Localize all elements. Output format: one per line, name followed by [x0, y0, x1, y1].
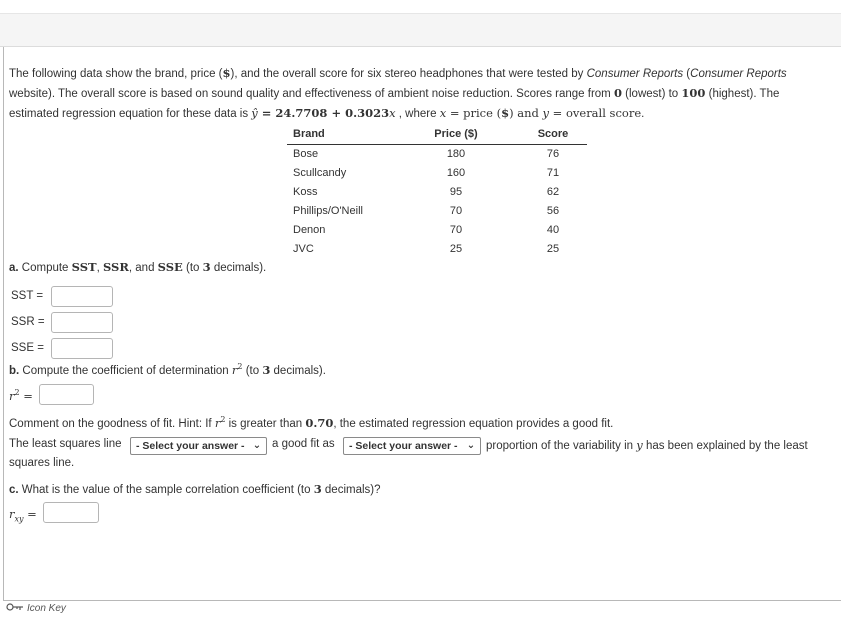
goodness-of-fit-hint: Comment on the goodness of fit. Hint: If $r^2$ is greater than 0.70, the estimated regression equation provides a good fit.	[9, 415, 614, 430]
brand-cell: Bose	[293, 147, 319, 160]
key-icon	[6, 603, 24, 614]
brand-cell: JVC	[293, 242, 314, 255]
table-row	[287, 239, 587, 258]
table-row	[287, 201, 587, 220]
chevron-down-icon: ⌄	[466, 440, 476, 451]
sse-input[interactable]	[51, 338, 113, 359]
chevron-down-icon: ⌄	[252, 440, 262, 451]
table-row	[287, 163, 587, 182]
left-border	[3, 47, 4, 600]
part-c-prompt: c. What is the value of the sample correlation coefficient (to 3 decimals)?	[9, 482, 381, 496]
brand-cell: Phillips/O'Neill	[293, 204, 363, 217]
price-cell: 95	[449, 185, 463, 198]
wrap-text: squares line.	[9, 457, 75, 469]
intro-line-2: website). The overall score is based on sound quality and effectiveness of ambient noise reduction. Scores range from 0 (lowest) to 100 (highest). The	[9, 86, 780, 100]
r2-input[interactable]	[39, 384, 94, 405]
part-b-prompt: b. Compute the coefficient of determination $r^2$ (to 3 decimals).	[9, 362, 326, 377]
lsl-text: The least squares line	[9, 438, 122, 450]
end-text: proportion of the variability in y has been explained by the least	[486, 438, 808, 452]
fit-select[interactable]: - Select your answer - ⌄	[130, 437, 267, 455]
price-cell: 25	[449, 242, 463, 255]
y-hat: ŷ	[251, 106, 258, 120]
mid-text: a good fit as	[272, 438, 335, 450]
brand-cell: Denon	[293, 223, 326, 236]
r2-label: $r^2$ =	[9, 388, 33, 403]
rxy-label: $r_{xy}$ =	[9, 507, 37, 524]
brand-cell: Scullcandy	[293, 166, 347, 179]
score-cell: 56	[546, 204, 560, 217]
brand-cell: Koss	[293, 185, 318, 198]
source-name: Consumer Reports	[690, 68, 787, 80]
score-cell: 25	[546, 242, 560, 255]
rxy-input[interactable]	[43, 502, 99, 523]
proportion-select[interactable]: - Select your answer - ⌄	[343, 437, 481, 455]
price-cell: 70	[449, 204, 463, 217]
intro-paragraph	[9, 64, 841, 124]
table-row	[287, 220, 587, 239]
header-bar	[0, 13, 841, 47]
part-a-prompt: a. Compute SST, SSR, and SSE (to 3 decimals).	[9, 260, 267, 274]
icon-key-link[interactable]: Icon Key	[6, 603, 66, 614]
sst-input[interactable]	[51, 286, 113, 307]
intro-line-3: estimated regression equation for these data is ŷ = 24.7708 + 0.3023x , where x = price ($) and y = overall score.	[9, 106, 645, 120]
score-cell: 71	[546, 166, 560, 179]
regression-equation: = 24.7708 + 0.3023	[257, 106, 390, 120]
price-cell: 70	[449, 223, 463, 236]
score-cell: 62	[546, 185, 560, 198]
sse-label: SSE =	[11, 342, 44, 354]
top-margin	[0, 0, 841, 13]
column-header-price: Price ($)	[393, 126, 519, 144]
price-cell: 160	[446, 166, 466, 179]
table-header-row	[287, 126, 587, 144]
score-cell: 76	[546, 147, 560, 160]
table-row	[287, 144, 587, 163]
column-header-score: Score	[519, 126, 587, 144]
table-row	[287, 182, 587, 201]
column-header-brand: Brand	[287, 126, 393, 144]
price-cell: 180	[446, 147, 466, 160]
ssr-input[interactable]	[51, 312, 113, 333]
source-name: Consumer Reports	[586, 68, 684, 80]
bottom-border	[3, 600, 841, 601]
ssr-label: SSR =	[11, 316, 45, 328]
intro-line-1: The following data show the brand, price ($), and the overall score for six stereo headphones that were tested by Consumer Reports (Consumer Reports	[9, 66, 787, 80]
sst-label: SST =	[11, 290, 44, 302]
score-cell: 40	[546, 223, 560, 236]
data-table	[287, 126, 587, 258]
